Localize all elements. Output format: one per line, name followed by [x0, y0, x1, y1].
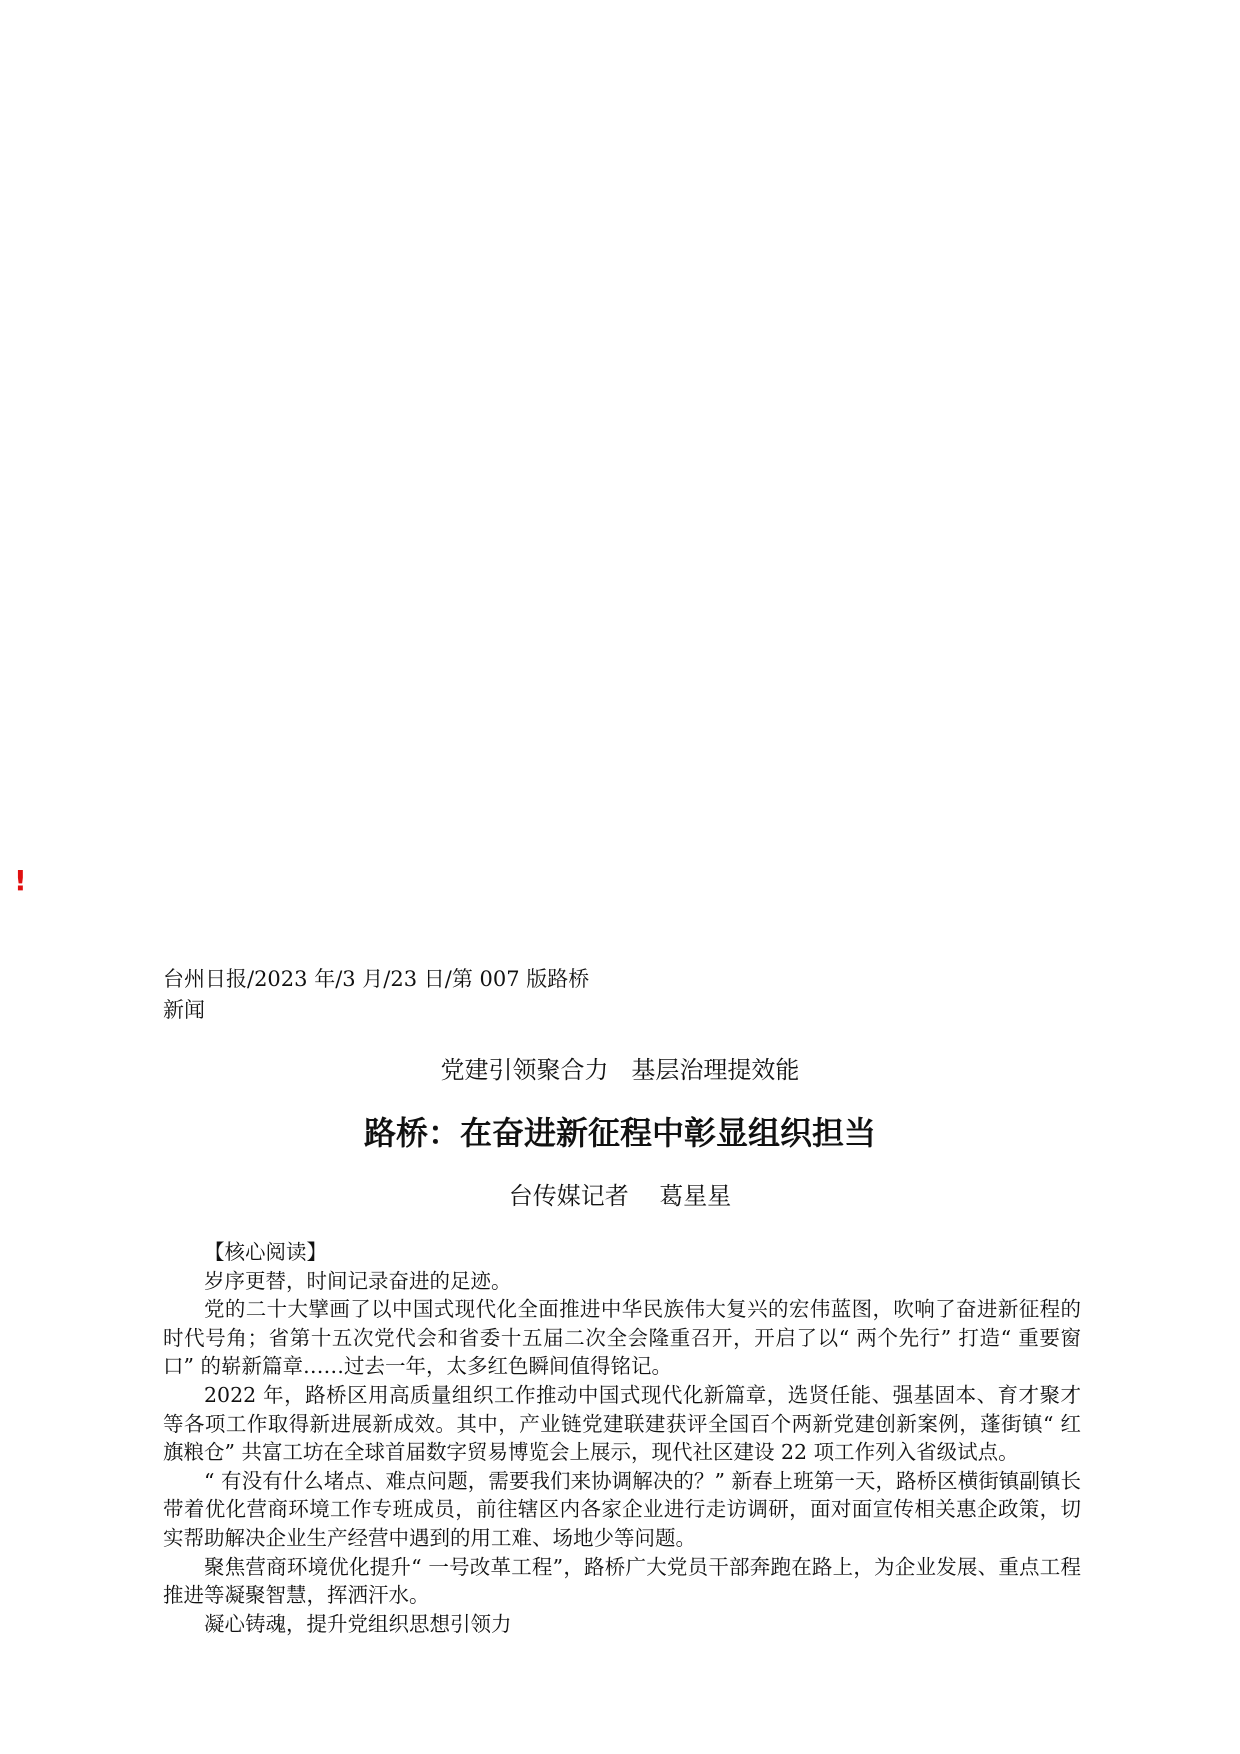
source-line: 台州日报/2023 年/3 月/23 日/第 007 版路桥新闻: [163, 967, 590, 1022]
article-body: [163, 1238, 1081, 1638]
article-byline: 台传媒记者 葛星星: [508, 1182, 732, 1210]
body-paragraph: “ 有没有什么堵点、难点问题，需要我们来协调解决的？” 新春上班第一天，路桥区横街镇副镇长带着优化营商环境工作专班成员，前往辖区内各家企业进行走访调研，面对面宣传相关惠企政策，切实帮助解决企业生产经营中遇到的用工难、场地少等问题。: [163, 1468, 1081, 1550]
body-paragraph: 2022 年，路桥区用高质量组织工作推动中国式现代化新篇章，选贤任能、强基固本、育才聚才等各项工作取得新进展新成效。其中，产业链党建联建获评全国百个两新党建创新案例，蓬街镇“ 红旗粮仓” 共富工坊在全球首届数字贸易博览会上展示，现代社区建设 22 项工作列入省级试点。: [163, 1382, 1081, 1465]
article-headline: 路桥：在奋进新征程中彰显组织担当: [363, 1114, 876, 1152]
body-paragraph: 聚焦营商环境优化提升“ 一号改革工程”，路桥广大党员干部奔跑在路上，为企业发展、重点工程推进等凝聚智慧，挥洒汗水。: [163, 1554, 1081, 1608]
core-reading-label: 【核心阅读】: [204, 1240, 327, 1264]
body-paragraph: 岁序更替，时间记录奋进的足迹。: [204, 1268, 512, 1293]
exclamation-mark: !: [14, 864, 27, 897]
article-subtitle: 党建引领聚合力 基层治理提效能: [440, 1056, 800, 1084]
section-heading: 凝心铸魂，提升党组织思想引领力: [204, 1611, 512, 1636]
body-paragraph: 党的二十大擘画了以中国式现代化全面推进中华民族伟大复兴的宏伟蓝图，吹响了奋进新征程的时代号角；省第十五次党代会和省委十五届二次全会隆重召开，开启了以“ 两个先行” 打造“ 重要窗口” 的崭新篇章……过去一年，太多红色瞬间值得铭记。: [163, 1297, 1081, 1379]
